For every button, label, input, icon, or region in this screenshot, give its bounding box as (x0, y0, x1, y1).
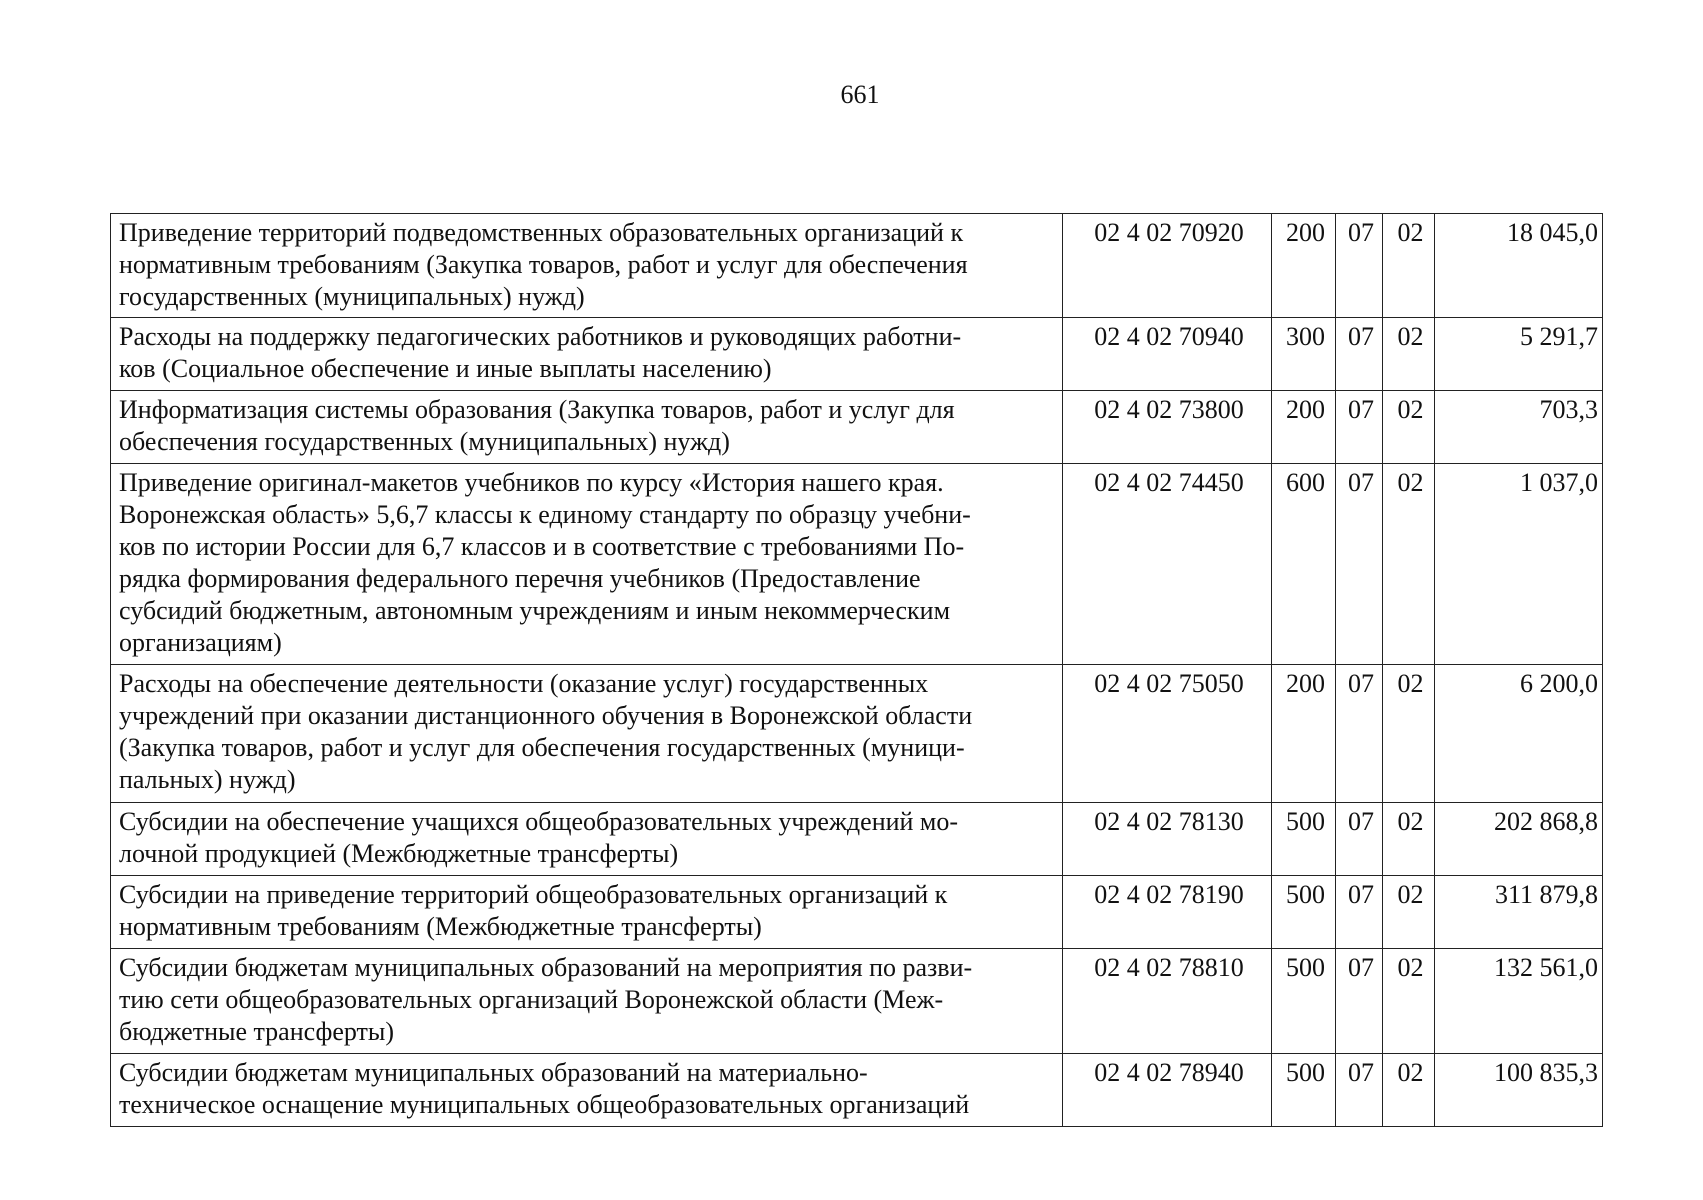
expense-name-cell (111, 1054, 1063, 1127)
expense-name-cell (111, 949, 1063, 1054)
amount: 202 868,8 (1435, 803, 1603, 876)
name-line: Приведение оригинал-макетов учебников по курсу «История нашего края. (119, 468, 944, 497)
name-line: нормативным требованиям (Закупка товаров, работ и услуг для обеспечения (119, 250, 968, 279)
target-article-code: 02 4 02 78810 (1063, 949, 1272, 1054)
name-line: субсидий бюджетным, автономным учреждениям и иным некоммерческим (119, 596, 951, 625)
expense-type-code: 200 (1272, 214, 1336, 318)
expense-type-code: 500 (1272, 1054, 1336, 1127)
expense-name-cell (111, 214, 1063, 318)
expense-name-cell (111, 665, 1063, 803)
name-line: Информатизация системы образования (Закупка товаров, работ и услуг для (119, 395, 955, 424)
amount: 132 561,0 (1435, 949, 1603, 1054)
page-number: 661 (840, 80, 880, 109)
name-line: Субсидии на приведение территорий общеобразовательных организаций к (119, 880, 948, 909)
amount: 703,3 (1435, 391, 1603, 464)
subsection-code: 02 (1383, 949, 1435, 1054)
name-line: нормативным требованиям (Межбюджетные трансферты) (119, 912, 762, 941)
name-line: обеспечения государственных (муниципальных) нужд) (119, 427, 730, 456)
table-row (111, 464, 1603, 665)
budget-table (110, 213, 1603, 1127)
target-article-code: 02 4 02 70920 (1063, 214, 1272, 318)
section-code: 07 (1336, 665, 1383, 803)
expense-name-cell (111, 464, 1063, 665)
amount: 100 835,3 (1435, 1054, 1603, 1127)
section-code: 07 (1336, 214, 1383, 318)
amount: 5 291,7 (1435, 318, 1603, 391)
expense-type-code: 600 (1272, 464, 1336, 665)
expense-type-code: 500 (1272, 876, 1336, 949)
name-line: бюджетные трансферты) (119, 1017, 395, 1046)
name-line: Расходы на поддержку педагогических работников и руководящих работни- (119, 322, 962, 351)
name-line: тию сети общеобразовательных организаций Воронежской области (Меж- (119, 985, 944, 1014)
name-line: лочной продукцией (Межбюджетные трансферты) (119, 839, 679, 868)
table-row (111, 318, 1603, 391)
name-line: ков (Социальное обеспечение и иные выплаты населению) (119, 354, 772, 383)
expense-type-code: 300 (1272, 318, 1336, 391)
expense-type-code: 200 (1272, 391, 1336, 464)
expense-name-cell (111, 391, 1063, 464)
amount: 6 200,0 (1435, 665, 1603, 803)
target-article-code: 02 4 02 78940 (1063, 1054, 1272, 1127)
section-code: 07 (1336, 318, 1383, 391)
name-line: учреждений при оказании дистанционного обучения в Воронежской области (119, 701, 973, 730)
table-row (111, 1054, 1603, 1127)
amount: 1 037,0 (1435, 464, 1603, 665)
target-article-code: 02 4 02 70940 (1063, 318, 1272, 391)
target-article-code: 02 4 02 73800 (1063, 391, 1272, 464)
expense-type-code: 500 (1272, 949, 1336, 1054)
amount: 311 879,8 (1435, 876, 1603, 949)
name-line: государственных (муниципальных) нужд) (119, 282, 585, 311)
name-line: Субсидии бюджетам муниципальных образований на мероприятия по разви- (119, 953, 973, 982)
subsection-code: 02 (1383, 391, 1435, 464)
subsection-code: 02 (1383, 803, 1435, 876)
target-article-code: 02 4 02 78190 (1063, 876, 1272, 949)
expense-type-code: 500 (1272, 803, 1336, 876)
subsection-code: 02 (1383, 1054, 1435, 1127)
subsection-code: 02 (1383, 214, 1435, 318)
section-code: 07 (1336, 464, 1383, 665)
section-code: 07 (1336, 949, 1383, 1054)
subsection-code: 02 (1383, 464, 1435, 665)
name-line: Субсидии бюджетам муниципальных образований на материально- (119, 1058, 868, 1087)
amount: 18 045,0 (1435, 214, 1603, 318)
table-row (111, 665, 1603, 803)
expense-name-cell (111, 318, 1063, 391)
subsection-code: 02 (1383, 665, 1435, 803)
section-code: 07 (1336, 876, 1383, 949)
table-row (111, 949, 1603, 1054)
table-row (111, 214, 1603, 318)
name-line: техническое оснащение муниципальных общеобразовательных организаций (119, 1090, 970, 1119)
expense-name-cell (111, 876, 1063, 949)
name-line: рядка формирования федерального перечня учебников (Предоставление (119, 564, 921, 593)
name-line: Расходы на обеспечение деятельности (оказание услуг) государственных (119, 669, 929, 698)
section-code: 07 (1336, 803, 1383, 876)
name-line: пальных) нужд) (119, 765, 296, 794)
name-line: ков по истории России для 6,7 классов и в соответствие с требованиями По- (119, 532, 965, 561)
subsection-code: 02 (1383, 318, 1435, 391)
target-article-code: 02 4 02 75050 (1063, 665, 1272, 803)
target-article-code: 02 4 02 74450 (1063, 464, 1272, 665)
target-article-code: 02 4 02 78130 (1063, 803, 1272, 876)
table-row (111, 391, 1603, 464)
name-line: Субсидии на обеспечение учащихся общеобразовательных учреждений мо- (119, 807, 959, 836)
table-row (111, 876, 1603, 949)
table-row (111, 803, 1603, 876)
expense-type-code: 200 (1272, 665, 1336, 803)
subsection-code: 02 (1383, 876, 1435, 949)
name-line: Воронежская область» 5,6,7 классы к единому стандарту по образцу учебни- (119, 500, 971, 529)
section-code: 07 (1336, 1054, 1383, 1127)
section-code: 07 (1336, 391, 1383, 464)
expense-name-cell (111, 803, 1063, 876)
name-line: Приведение территорий подведомственных образовательных организаций к (119, 218, 964, 247)
name-line: организациям) (119, 628, 282, 657)
name-line: (Закупка товаров, работ и услуг для обеспечения государственных (муници- (119, 733, 965, 762)
